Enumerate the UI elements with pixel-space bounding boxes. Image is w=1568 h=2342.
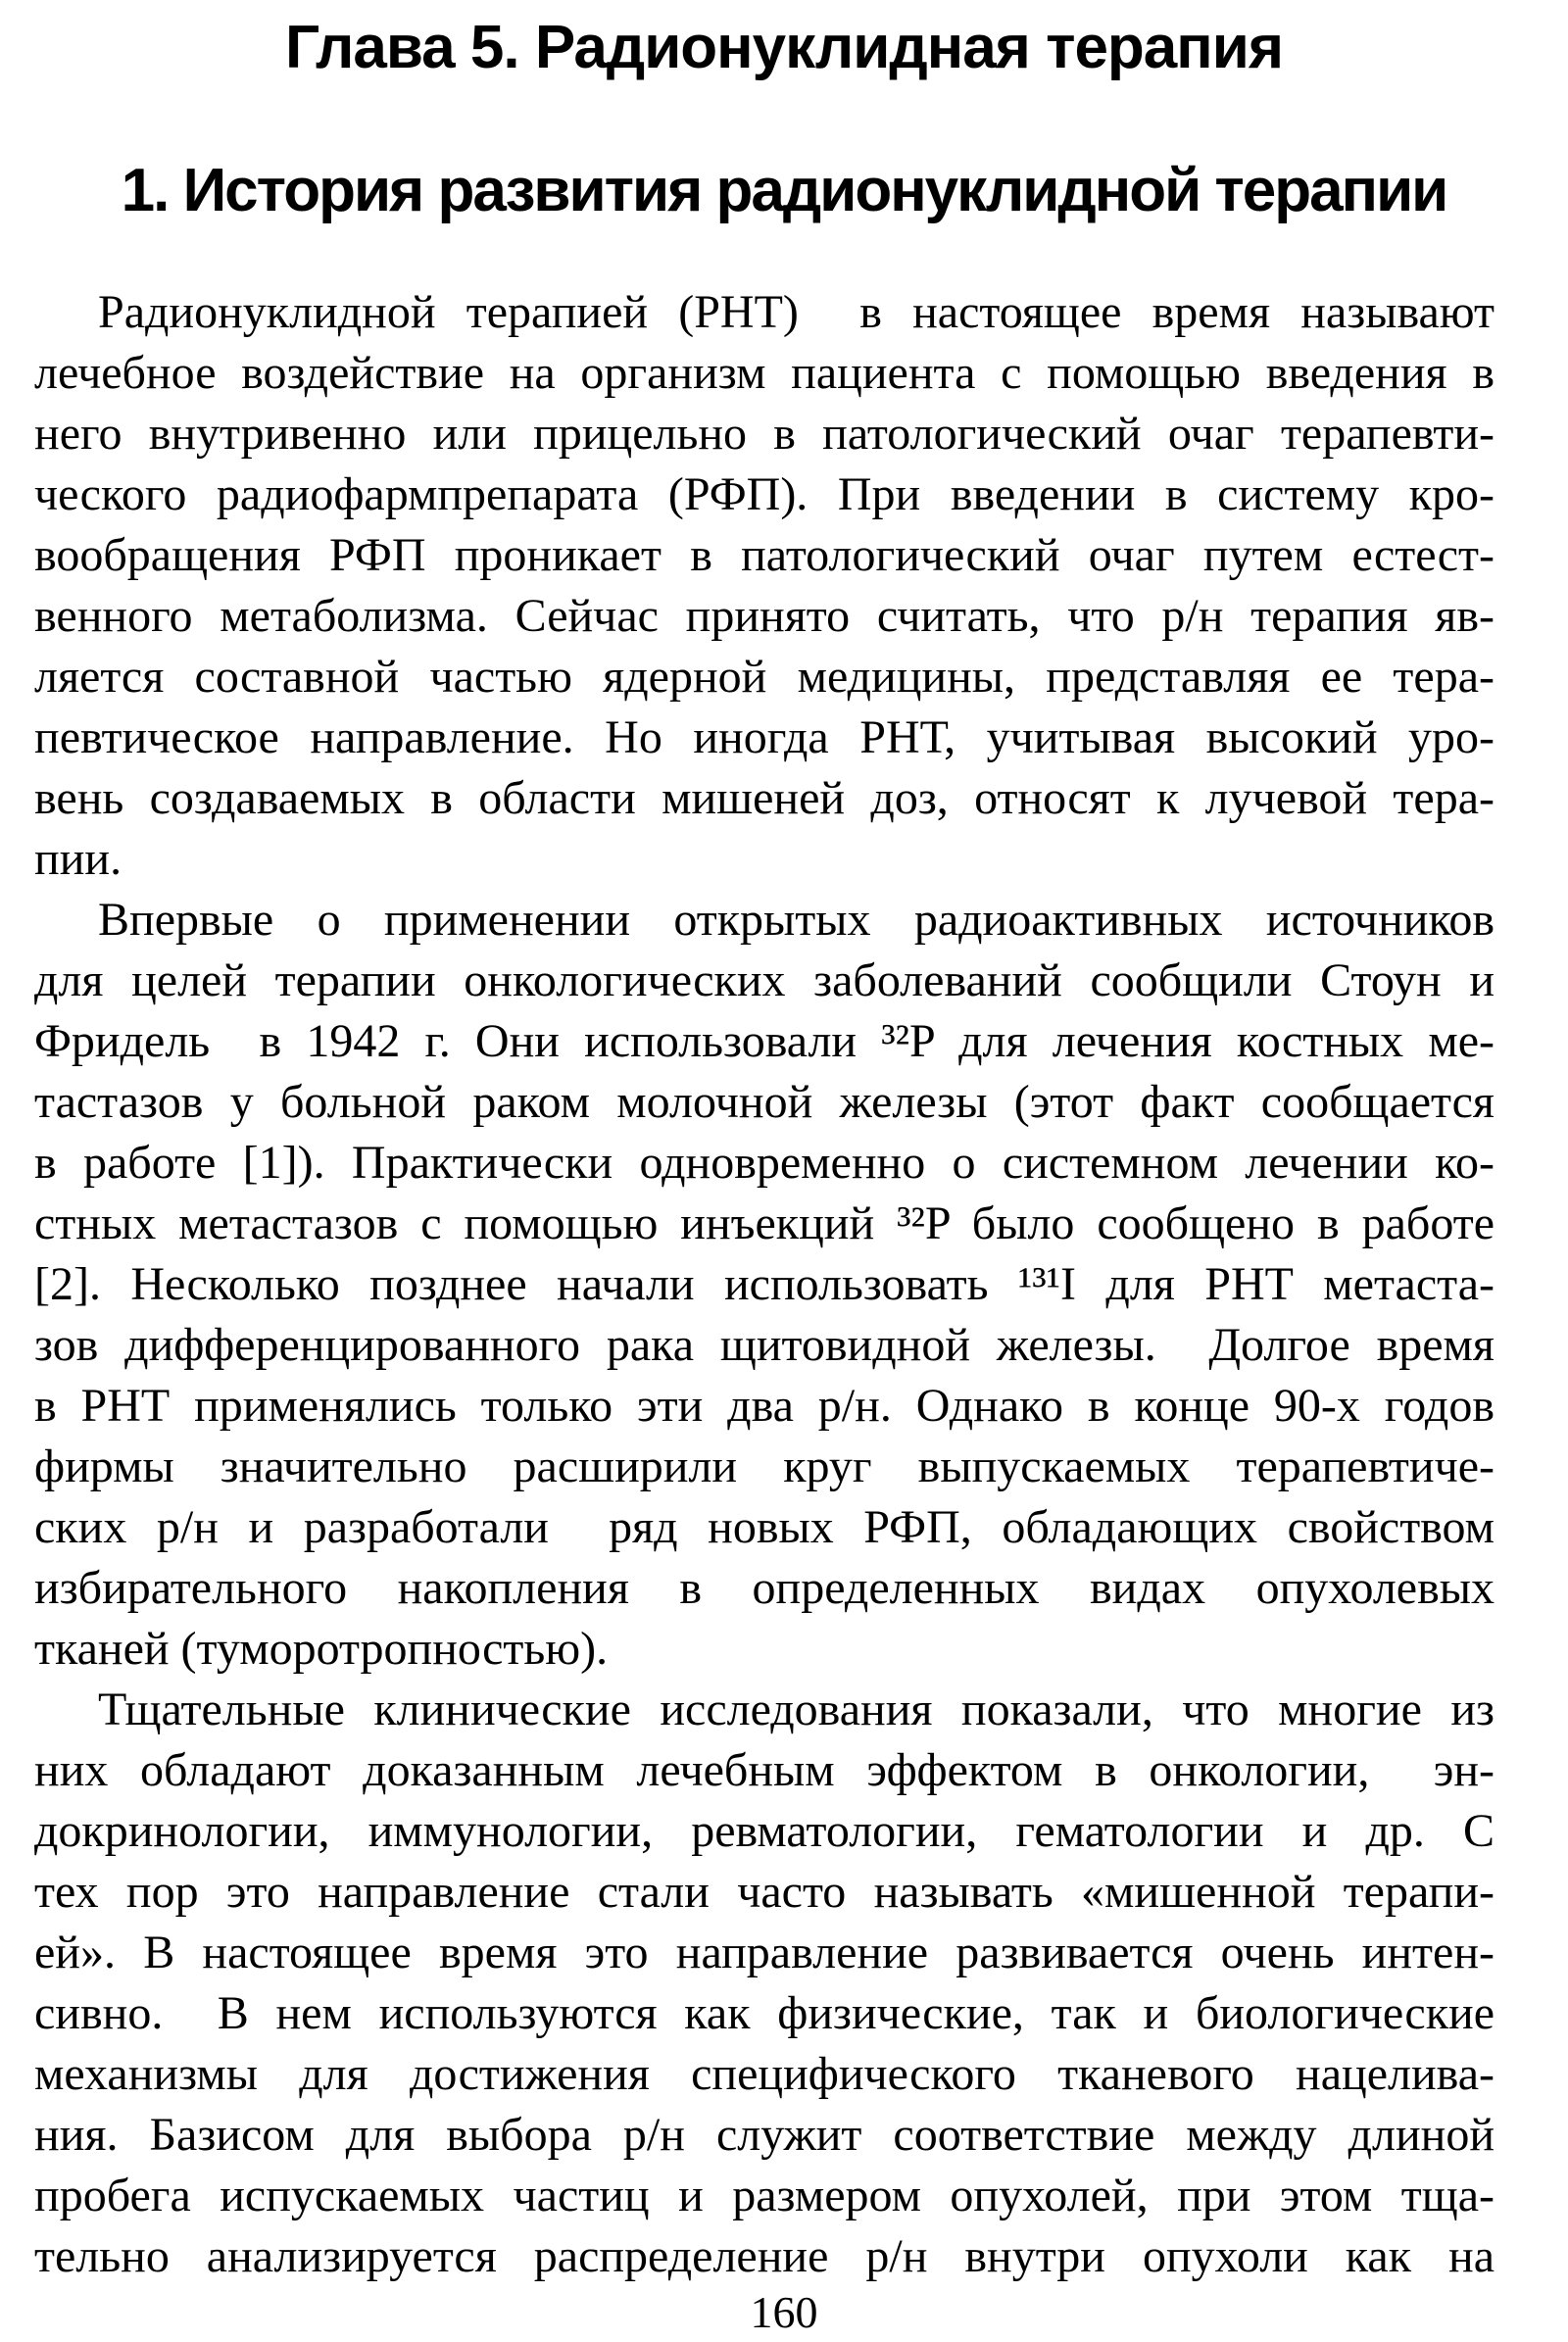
text-line: докринологии, иммунологии, ревматологии, гематологии и др. С: [34, 1805, 1494, 1857]
text-line: Тщательные клинические исследования показали, что многие из: [98, 1683, 1494, 1735]
text-line: в работе [1]). Практически одновременно о системном лечении ко-: [34, 1137, 1494, 1189]
text-line: тастазов у больной раком молочной железы (этот факт сообщается: [34, 1076, 1494, 1128]
text-line: вообращения РФП проникает в патологический очаг путем естест-: [34, 529, 1494, 581]
text-line: Фридель в 1942 г. Они использовали ³²P для лечения костных ме-: [34, 1015, 1494, 1067]
text-line: пии.: [34, 833, 122, 885]
text-line: избирательного накопления в определенных видах опухолевых: [34, 1562, 1494, 1614]
text-line: венного метаболизма. Сейчас принято считать, что р/н терапия яв-: [34, 590, 1494, 642]
text-line: Впервые о применении открытых радиоактивных источников: [98, 894, 1494, 946]
text-line: тельно анализируется распределение р/н внутри опухоли как на: [34, 2230, 1494, 2282]
text-line: для целей терапии онкологических заболеваний сообщили Стоун и: [34, 954, 1494, 1006]
text-line: ляется составной частью ядерной медицины, представляя ее тера-: [34, 651, 1494, 703]
text-line: тех пор это направление стали часто называть «мишенной терапи-: [34, 1866, 1494, 1918]
text-line: него внутривенно или прицельно в патологический очаг терапевти-: [34, 408, 1494, 460]
text-line: сивно. В нем используются как физические, так и биологические: [34, 1987, 1494, 2039]
text-line: ческого радиофармпрепарата (РФП). При введении в систему кро-: [34, 468, 1494, 520]
text-line: фирмы значительно расширили круг выпускаемых терапевтиче-: [34, 1440, 1494, 1492]
text-line: в РНТ применялись только эти два р/н. Однако в конце 90-х годов: [34, 1380, 1494, 1432]
text-line: ния. Базисом для выбора р/н служит соответствие между длиной: [34, 2109, 1494, 2161]
text-line: ей». В настоящее время это направление развивается очень интен-: [34, 1927, 1494, 1978]
page-number: 160: [750, 2287, 818, 2337]
chapter-title: Глава 5. Радионуклидная терапия: [284, 14, 1284, 81]
text-line: певтическое направление. Но иногда РНТ, учитывая высокий уро-: [34, 711, 1494, 763]
text-line: вень создаваемых в области мишеней доз, относят к лучевой тера-: [34, 772, 1494, 824]
text-line: тканей (туморотропностью).: [34, 1623, 609, 1675]
text-line: стных метастазов с помощью инъекций ³²P было сообщено в работе: [34, 1197, 1494, 1249]
text-line: Радионуклидной терапией (РНТ) в настоящее время называют: [98, 286, 1494, 338]
text-line: лечебное воздействие на организм пациента с помощью введения в: [34, 347, 1494, 399]
body-text: [34, 282, 1494, 2287]
text-line: зов дифференцированного рака щитовидной железы. Долгое время: [34, 1319, 1494, 1371]
text-line: механизмы для достижения специфического тканевого нацелива-: [34, 2048, 1494, 2100]
text-line: ских р/н и разработали ряд новых РФП, обладающих свойством: [34, 1501, 1494, 1553]
text-line: них обладают доказанным лечебным эффектом в онкологии, эн-: [34, 1744, 1494, 1796]
text-line: пробега испускаемых частиц и размером опухолей, при этом тща-: [34, 2170, 1494, 2221]
text-line: [2]. Несколько позднее начали использовать ¹³¹I для РНТ метаста-: [34, 1258, 1494, 1310]
section-title: 1. История развития радионуклидной терапии: [121, 157, 1447, 224]
